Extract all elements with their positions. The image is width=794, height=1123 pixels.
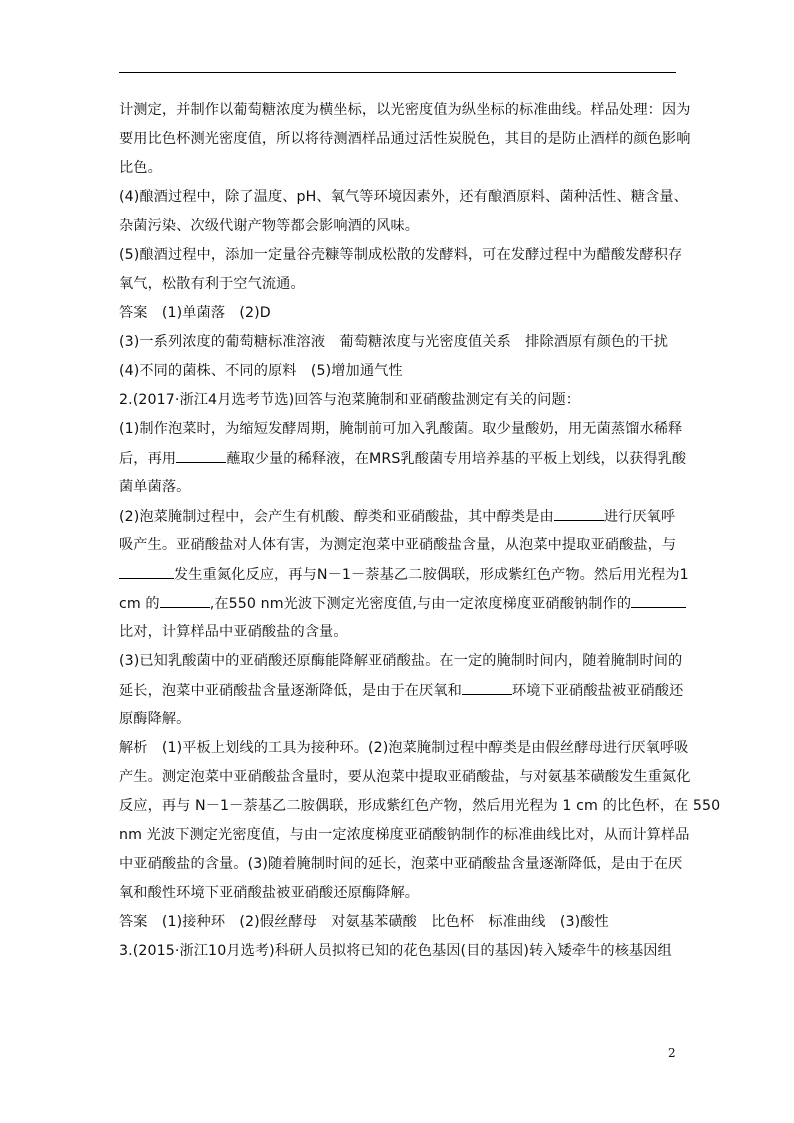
analysis-line: 解析 (1)平板上划线的工具为接种环。(2)泡菜腌制过程中醇类是由假丝酵母进行厌氧呼吸: [119, 740, 689, 756]
answer-line: 答案 (1)单菌落 (2)D: [119, 305, 271, 321]
text-fragment: 发生重氮化反应，再与N－1－萘基乙二胺偶联，形成紫红色产物。然后用光程为1: [174, 567, 689, 583]
answer-blank: [631, 595, 686, 608]
text-line-with-blank: [119, 566, 689, 583]
text-line: 原酶降解。: [119, 711, 191, 727]
answer-blank: [119, 566, 174, 579]
document-body: [119, 102, 721, 960]
answer-blank: [462, 682, 512, 695]
text-fragment: 延长，泡菜中亚硝酸盐含量逐渐降低，是由于在厌氧和: [119, 683, 462, 699]
analysis-line: 氧和酸性环境下亚硝酸盐被亚硝酸还原酶降解。: [119, 885, 420, 901]
text-line: (3)已知乳酸菌中的亚硝酸还原酶能降解亚硝酸盐。在一定的腌制时间内，随着腌制时间的: [119, 653, 683, 669]
text-line: 计测定，并制作以葡萄糖浓度为横坐标，以光密度值为纵坐标的标准曲线。样品处理：因为: [119, 102, 691, 118]
text-fragment: 进行厌氧呼: [603, 509, 676, 525]
text-fragment: 环境下亚硝酸盐被亚硝酸还: [511, 683, 684, 699]
text-line: 氧气，松散有利于空气流通。: [119, 276, 305, 292]
text-line: 要用比色杯测光密度值，所以将待测酒样品通过活性炭脱色，其目的是防止酒样的颜色影响: [119, 131, 691, 147]
text-fragment: 蘸取少量的稀释液，在MRS乳酸菌专用培养基的平板上划线，以获得乳酸: [226, 451, 687, 467]
text-line-with-blank: [119, 682, 684, 699]
question-heading: 3.(2015·浙江10月选考)科研人员拟将已知的花色基因(目的基因)转入矮牵牛的核基因组: [119, 943, 672, 959]
answer-blank: [160, 595, 210, 608]
text-line-with-blank: [119, 450, 687, 467]
page-number: 2: [668, 1046, 676, 1060]
text-line-with-blank: [119, 595, 679, 612]
text-fragment: 后，再用: [119, 451, 177, 467]
answer-blank: [176, 450, 226, 463]
text-fragment: (2)泡菜腌制过程中，会产生有机酸、醇类和亚硝酸盐，其中醇类是由: [119, 509, 554, 525]
answer-line: 答案 (1)接种环 (2)假丝酵母 对氨基苯磺酸 比色杯 标准曲线 (3)酸性: [119, 914, 609, 930]
text-fragment: ,在550 nm光波下测定光密度值,与由一定浓度梯度亚硝酸钠制作的: [209, 596, 632, 612]
text-line: (4)酿酒过程中，除了温度、pH、氧气等环境因素外，还有酿酒原料、菌种活性、糖含量、: [119, 189, 688, 205]
answer-blank: [554, 508, 604, 521]
text-line: 菌单菌落。: [119, 479, 191, 495]
answer-line: (4)不同的菌株、不同的原料 (5)增加通气性: [119, 363, 403, 379]
analysis-line: nm 光波下测定光密度值，与由一定浓度梯度亚硝酸钠制作的标准曲线比对，从而计算样品: [119, 827, 690, 843]
text-line-with-blank: [119, 508, 679, 525]
text-line: 比色。: [119, 160, 162, 176]
text-line: 比对，计算样品中亚硝酸盐的含量。: [119, 624, 348, 640]
text-line: (5)酿酒过程中，添加一定量谷壳糠等制成松散的发酵料，可在发酵过程中为醋酸发酵积存: [119, 247, 683, 263]
text-line: (1)制作泡菜时，为缩短发酵周期，腌制前可加入乳酸菌。取少量酸奶，用无菌蒸馏水稀释: [119, 421, 683, 437]
analysis-line: 中亚硝酸盐的含量。(3)随着腌制时间的延长，泡菜中亚硝酸盐含量逐渐降低，是由于在厌: [119, 856, 683, 872]
analysis-line: 产生。测定泡菜中亚硝酸盐含量时，要从泡菜中提取亚硝酸盐，与对氨基苯磺酸发生重氮化: [119, 769, 691, 785]
text-line: 吸产生。亚硝酸盐对人体有害，为测定泡菜中亚硝酸盐含量，从泡菜中提取亚硝酸盐，与: [119, 537, 677, 553]
header-rule: [119, 72, 676, 73]
text-fragment: cm 的: [119, 596, 160, 612]
analysis-line: 反应，再与 N－1－萘基乙二胺偶联，形成紫红色产物，然后用光程为 1 cm 的比色杯，在 550: [119, 798, 721, 814]
answer-line: (3)一系列浓度的葡萄糖标准溶液 葡萄糖浓度与光密度值关系 排除酒原有颜色的干扰: [119, 334, 669, 350]
text-line: 杂菌污染、次级代谢产物等都会影响酒的风味。: [119, 218, 420, 234]
question-heading: 2.(2017·浙江4月选考节选)回答与泡菜腌制和亚硝酸盐测定有关的问题：: [119, 392, 581, 408]
